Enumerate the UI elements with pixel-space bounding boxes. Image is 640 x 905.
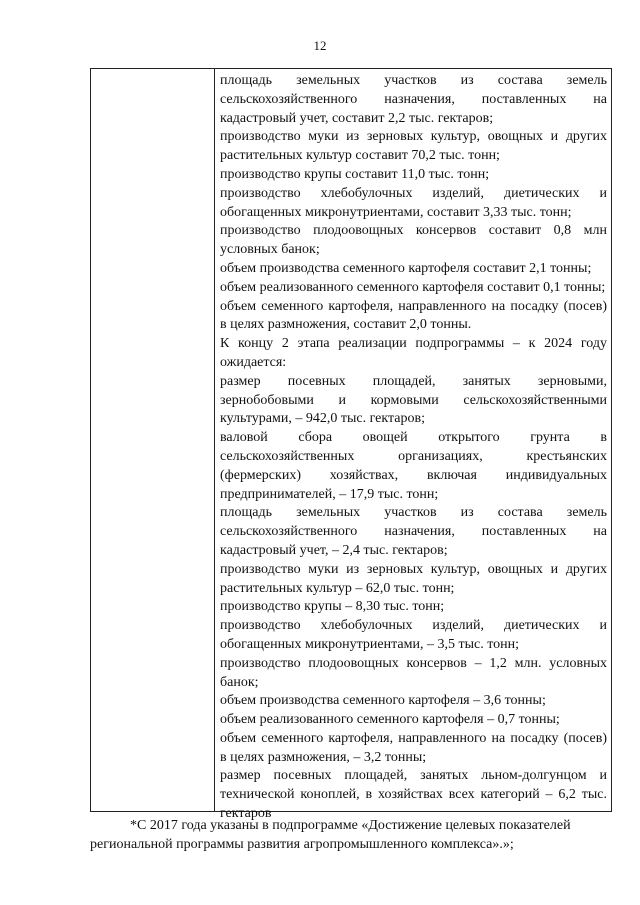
paragraph: площадь земельных участков из состава земель сельскохозяйственного назначения, поставленных на кадастровый учет, составит 2,2 тыс. гектаров; bbox=[220, 73, 607, 126]
paragraph: размер посевных площадей, занятых льном-долгунцом и технической коноплей, в хозяйствах всех категорий – 6,2 тыс. гектаров bbox=[220, 768, 607, 822]
paragraph: производство плодоовощных консервов – 1,2 млн. условных банок; bbox=[220, 655, 607, 690]
paragraph: производство муки из зерновых культур, овощных и других растительных культур – 62,0 тыс. тонн; bbox=[220, 561, 607, 596]
paragraph: производство плодоовощных консервов составит 0,8 млн условных банок; bbox=[220, 223, 607, 258]
paragraph: производство крупы – 8,30 тыс. тонн; bbox=[220, 599, 445, 615]
footnote bbox=[90, 816, 612, 854]
content-table bbox=[90, 68, 612, 822]
page-number: 12 bbox=[313, 38, 327, 53]
paragraph: валовой сбора овощей открытого грунта в сельскохозяйственных организациях, крестьянских (фермерских) хозяйствах, включая индивидуальных предпринимателей, – 17,9 тыс. тонн; bbox=[220, 430, 607, 502]
footnote-line: региональной программы развития агропромышленного комплекса».»; bbox=[90, 837, 514, 852]
paragraph: размер посевных площадей, занятых зерновыми, зернобобовыми и кормовыми сельскохозяйственными культурами, – 942,0 тыс. гектаров; bbox=[220, 373, 607, 427]
table-right-cell bbox=[215, 69, 611, 822]
paragraph: производство хлебобулочных изделий, диетических и обогащенных микронутриентами, – 3,5 тыс. тонн; bbox=[220, 618, 607, 652]
paragraph: объем семенного картофеля, направленного на посадку (посев) в целях размножения, – 3,2 тонны; bbox=[220, 730, 607, 765]
paragraph: объем реализованного семенного картофеля составит 0,1 тонны; bbox=[220, 279, 606, 295]
paragraph: объем реализованного семенного картофеля – 0,7 тонны; bbox=[220, 712, 560, 728]
paragraph: объем производства семенного картофеля составит 2,1 тонны; bbox=[220, 260, 592, 276]
paragraph: объем семенного картофеля, направленного на посадку (посев) в целях размножения, составит 2,0 тонны. bbox=[220, 298, 607, 333]
paragraph: производство крупы составит 11,0 тыс. тонн; bbox=[220, 166, 490, 182]
paragraph: площадь земельных участков из состава земель сельскохозяйственного назначения, поставленных на кадастровый учет, – 2,4 тыс. гектаров; bbox=[220, 505, 607, 558]
paragraph: производство муки из зерновых культур, овощных и других растительных культур составит 70,2 тыс. тонн; bbox=[220, 129, 607, 164]
paragraph: К концу 2 этапа реализации подпрограммы – к 2024 году ожидается: bbox=[220, 336, 607, 370]
paragraph: объем производства семенного картофеля – 3,6 тонны; bbox=[220, 693, 546, 709]
footnote-line: *С 2017 года указаны в подпрограмме «Достижение целевых показателей bbox=[130, 818, 571, 833]
paragraph: производство хлебобулочных изделий, диетических и обогащенных микронутриентами, составит 3,33 тыс. тонн; bbox=[220, 185, 607, 220]
table-left-cell bbox=[91, 69, 215, 811]
